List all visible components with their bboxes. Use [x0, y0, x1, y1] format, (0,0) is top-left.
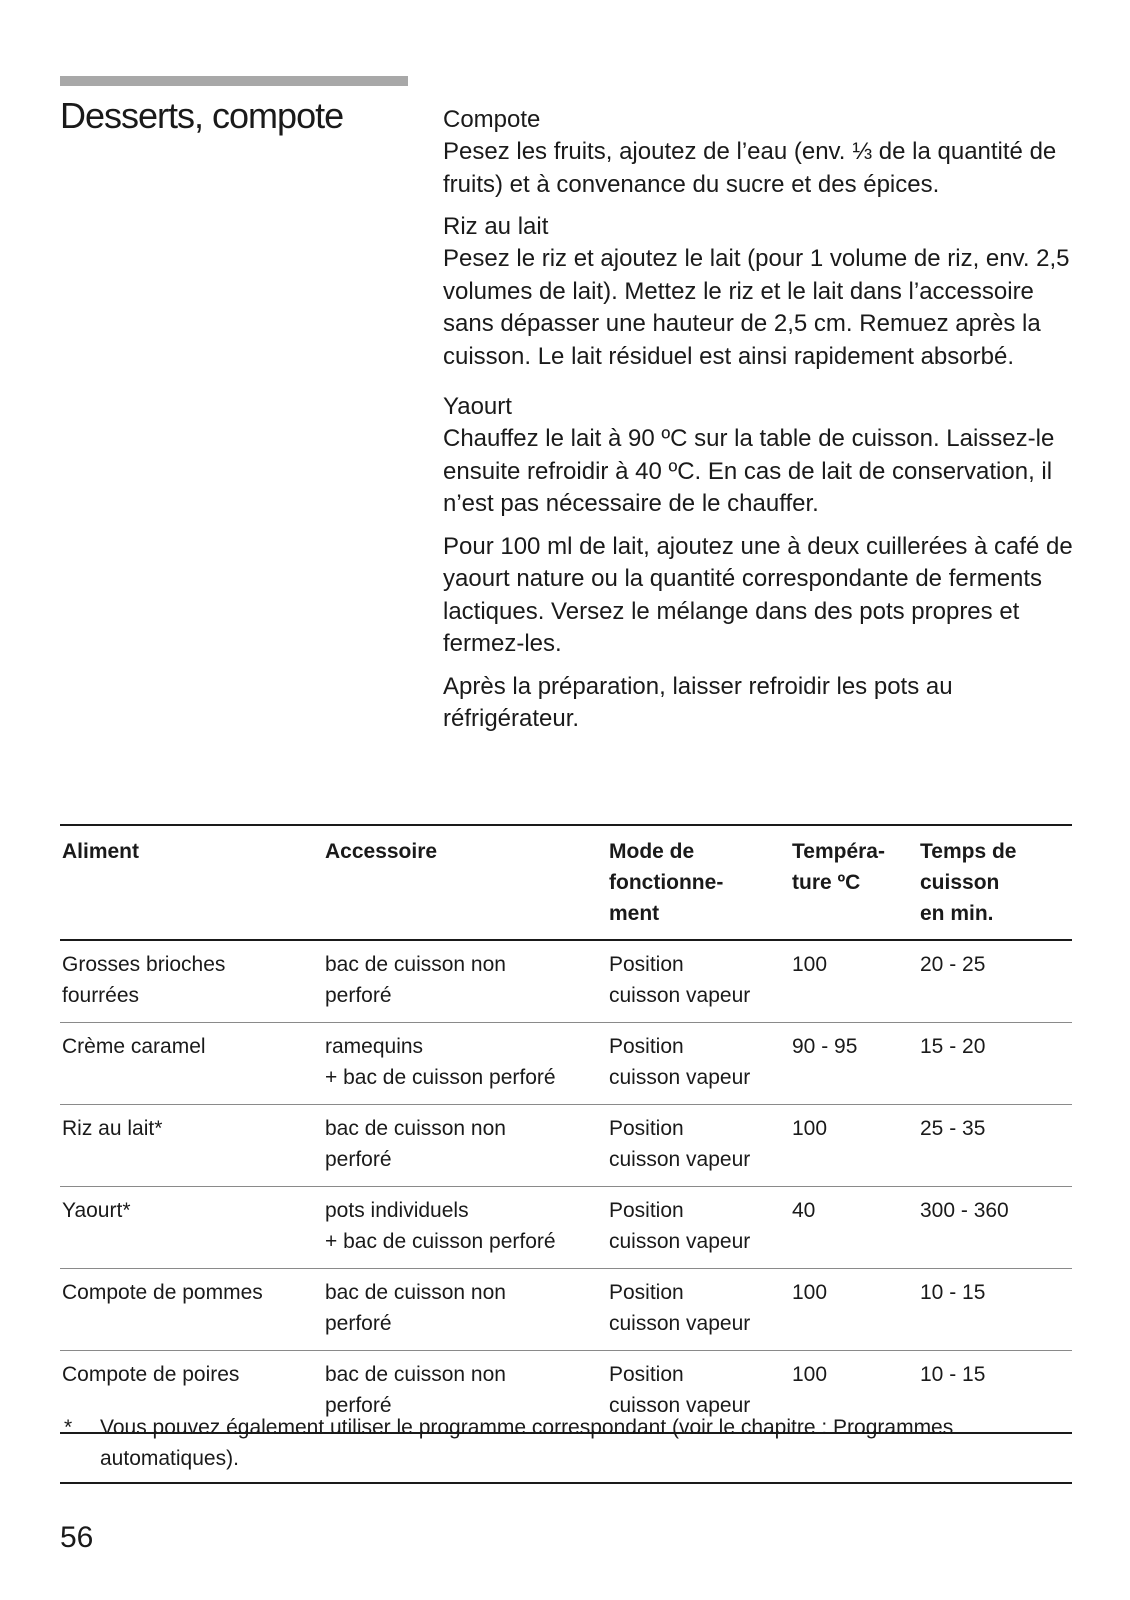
cell-aliment: Crème caramel — [62, 1035, 206, 1058]
yaourt-paragraph-1: Chauffez le lait à 90 ºC sur la table de cuisson. Laissez-le ensuite refroidir à 40 ºC. En cas de lait de conservation, il n’est pas nécessaire de le chauffer. — [443, 425, 1055, 517]
yaourt-paragraph-2: Pour 100 ml de lait, ajoutez une à deux cuillerées à café de yaourt nature ou la quantité correspondante de ferments lactiques. Versez le mélange dans des pots propres et fermez-les. — [443, 532, 1073, 657]
cell-aliment: Compote de poires — [62, 1363, 240, 1386]
cell-temps: 10 - 15 — [920, 1281, 986, 1304]
riz-au-lait-heading: Riz au lait — [443, 213, 549, 240]
riz-au-lait-block — [443, 211, 1083, 373]
table-row — [60, 940, 1072, 1023]
footnote-text: Vous pouvez également utiliser le programme correspondant (voir le chapitre : Programmes automatiques). — [100, 1416, 954, 1470]
cell-temps: 20 - 25 — [920, 953, 986, 976]
cell-temperature: 100 — [792, 953, 828, 976]
table-row — [60, 1187, 1072, 1269]
cell-mode: Position cuisson vapeur — [609, 1117, 751, 1171]
cell-aliment: Compote de pommes — [62, 1281, 263, 1304]
cell-aliment: Riz au lait* — [62, 1117, 163, 1140]
section-rule — [60, 76, 408, 86]
table-row — [60, 1023, 1072, 1105]
header-row — [60, 825, 1072, 940]
yaourt-block — [443, 391, 1083, 736]
header-aliment: Aliment — [62, 840, 140, 863]
cell-temperature: 100 — [792, 1117, 828, 1140]
table-row — [60, 1105, 1072, 1187]
cell-temperature: 100 — [792, 1363, 828, 1386]
table-row — [60, 1269, 1072, 1351]
yaourt-heading: Yaourt — [443, 393, 512, 420]
cell-mode: Position cuisson vapeur — [609, 953, 751, 1007]
cell-aliment: Yaourt* — [62, 1199, 131, 1222]
footnote-marker: * — [64, 1416, 73, 1439]
compote-heading: Compote — [443, 106, 541, 133]
section-title: Desserts, compote — [60, 95, 344, 136]
cell-accessoire: bac de cuisson non perforé — [325, 1281, 506, 1335]
cell-mode: Position cuisson vapeur — [609, 1199, 751, 1253]
cell-accessoire: bac de cuisson non perforé — [325, 1117, 506, 1171]
header-temps: Temps de cuisson en min. — [920, 840, 1017, 925]
cell-accessoire: bac de cuisson non perforé — [325, 953, 506, 1007]
cell-mode: Position cuisson vapeur — [609, 1363, 751, 1417]
riz-au-lait-paragraph: Pesez le riz et ajoutez le lait (pour 1 volume de riz, env. 2,5 volumes de lait). Mettez le riz et le lait dans l’accessoire sans dépasser une hauteur de 2,5 cm. Remuez après la cuisson. Le lait résiduel est ainsi rapidement absorbé. — [443, 245, 1070, 370]
cell-temperature: 100 — [792, 1281, 828, 1304]
table-header — [60, 825, 1072, 940]
cooking-table — [60, 824, 1072, 1434]
table-footnote — [60, 1412, 1072, 1484]
compote-block — [443, 104, 1083, 201]
header-accessoire: Accessoire — [325, 840, 438, 863]
cell-aliment: Grosses brioches fourrées — [62, 953, 226, 1007]
cell-temps: 300 - 360 — [920, 1199, 1009, 1222]
cell-temps: 25 - 35 — [920, 1117, 986, 1140]
cell-temperature: 90 - 95 — [792, 1035, 858, 1058]
cell-accessoire: pots individuels + bac de cuisson perforé — [325, 1199, 556, 1253]
cell-temps: 10 - 15 — [920, 1363, 986, 1386]
cell-accessoire: ramequins + bac de cuisson perforé — [325, 1035, 556, 1089]
compote-paragraph: Pesez les fruits, ajoutez de l’eau (env. ⅓ de la quantité de fruits) et à convenance du sucre et des épices. — [443, 138, 1057, 198]
cell-mode: Position cuisson vapeur — [609, 1035, 751, 1089]
cell-temperature: 40 — [792, 1199, 816, 1222]
yaourt-paragraph-3: Après la préparation, laisser refroidir les pots au réfrigérateur. — [443, 672, 953, 732]
header-temperature: Tempéra- ture ºC — [792, 840, 885, 894]
header-mode: Mode de fonctionne- ment — [609, 840, 724, 925]
cell-temps: 15 - 20 — [920, 1035, 986, 1058]
cell-mode: Position cuisson vapeur — [609, 1281, 751, 1335]
table-body — [60, 940, 1072, 1433]
intro-text — [443, 104, 1083, 746]
cell-accessoire: bac de cuisson non perforé — [325, 1363, 506, 1417]
page-number: 56 — [60, 1521, 94, 1554]
